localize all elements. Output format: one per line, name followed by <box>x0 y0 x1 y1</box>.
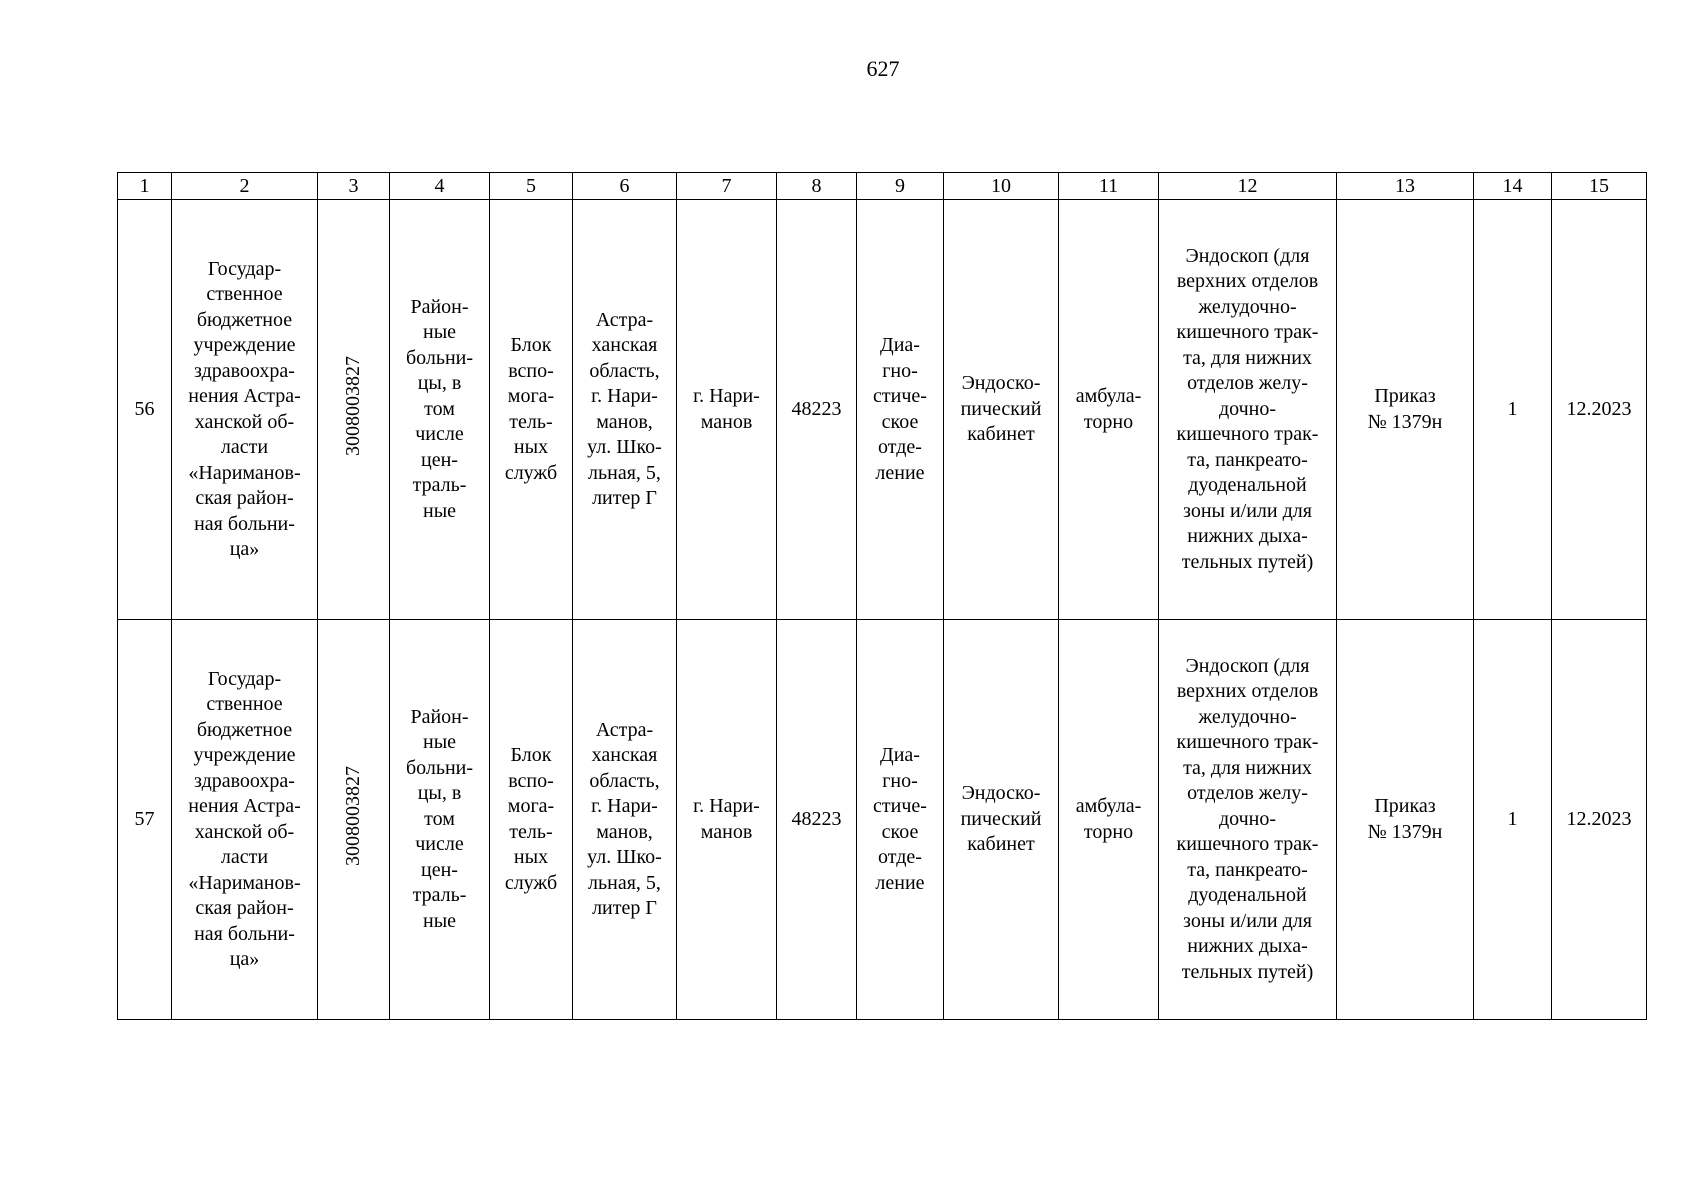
column-number: 10 <box>944 173 1059 200</box>
room-cell: Эндоско- пический кабинет <box>944 620 1059 1020</box>
inn-cell <box>318 620 390 1020</box>
date-cell: 12.2023 <box>1552 620 1647 1020</box>
room-cell: Эндоско- пический кабинет <box>944 200 1059 620</box>
column-number: 15 <box>1552 173 1647 200</box>
registry-table <box>117 172 1647 1020</box>
inn-cell <box>318 200 390 620</box>
block-cell: Блок вспо- мога- тель- ных служб <box>490 200 573 620</box>
row-number-cell: 56 <box>118 200 172 620</box>
inn-value: 3008003827 <box>341 765 364 866</box>
quantity-cell: 1 <box>1474 620 1552 1020</box>
locality-cell: г. Нари- манов <box>677 620 777 1020</box>
code-cell: 48223 <box>777 620 857 1020</box>
column-number: 9 <box>857 173 944 200</box>
column-number: 11 <box>1059 173 1159 200</box>
column-number: 12 <box>1159 173 1337 200</box>
institution-name-cell: Государ- ственное бюджетное учреждение здравоохра- нения Астра- ханской об- ласти «Нариманов- ская район- ная больни- ца» <box>172 620 318 1020</box>
equipment-cell: Эндоскоп (для верхних отделов желудочно- кишечного трак- та, для нижних отделов желу- дочно- кишечного трак- та, панкреато- дуоденальной зоны и/или для нижних дыха- тельных путей) <box>1159 620 1337 1020</box>
inn-value: 3008003827 <box>341 355 364 456</box>
order-cell: Приказ № 1379н <box>1337 200 1474 620</box>
table-row <box>118 200 1647 620</box>
column-number: 6 <box>573 173 677 200</box>
date-cell: 12.2023 <box>1552 200 1647 620</box>
row-number-cell: 57 <box>118 620 172 1020</box>
department-cell: Диа- гно- стиче- ское отде- ление <box>857 200 944 620</box>
institution-type-cell: Район- ные больни- цы, в том числе цен- траль- ные <box>390 620 490 1020</box>
column-number: 3 <box>318 173 390 200</box>
column-number: 14 <box>1474 173 1552 200</box>
care-mode-cell: амбула- торно <box>1059 200 1159 620</box>
column-number-row <box>118 173 1647 200</box>
table-row <box>118 620 1647 1020</box>
page-number: 627 <box>866 56 900 81</box>
column-number: 7 <box>677 173 777 200</box>
column-number: 1 <box>118 173 172 200</box>
block-cell: Блок вспо- мога- тель- ных служб <box>490 620 573 1020</box>
equipment-cell: Эндоскоп (для верхних отделов желудочно- кишечного трак- та, для нижних отделов желу- дочно- кишечного трак- та, панкреато- дуоденальной зоны и/или для нижних дыха- тельных путей) <box>1159 200 1337 620</box>
address-cell: Астра- ханская область, г. Нари- манов, ул. Шко- льная, 5, литер Г <box>573 200 677 620</box>
order-cell: Приказ № 1379н <box>1337 620 1474 1020</box>
column-number: 8 <box>777 173 857 200</box>
institution-name-cell: Государ- ственное бюджетное учреждение здравоохра- нения Астра- ханской об- ласти «Нариманов- ская район- ная больни- ца» <box>172 200 318 620</box>
column-number: 4 <box>390 173 490 200</box>
column-number: 2 <box>172 173 318 200</box>
institution-type-cell: Район- ные больни- цы, в том числе цен- траль- ные <box>390 200 490 620</box>
column-number: 5 <box>490 173 573 200</box>
care-mode-cell: амбула- торно <box>1059 620 1159 1020</box>
quantity-cell: 1 <box>1474 200 1552 620</box>
code-cell: 48223 <box>777 200 857 620</box>
address-cell: Астра- ханская область, г. Нари- манов, ул. Шко- льная, 5, литер Г <box>573 620 677 1020</box>
column-number: 13 <box>1337 173 1474 200</box>
department-cell: Диа- гно- стиче- ское отде- ление <box>857 620 944 1020</box>
locality-cell: г. Нари- манов <box>677 200 777 620</box>
